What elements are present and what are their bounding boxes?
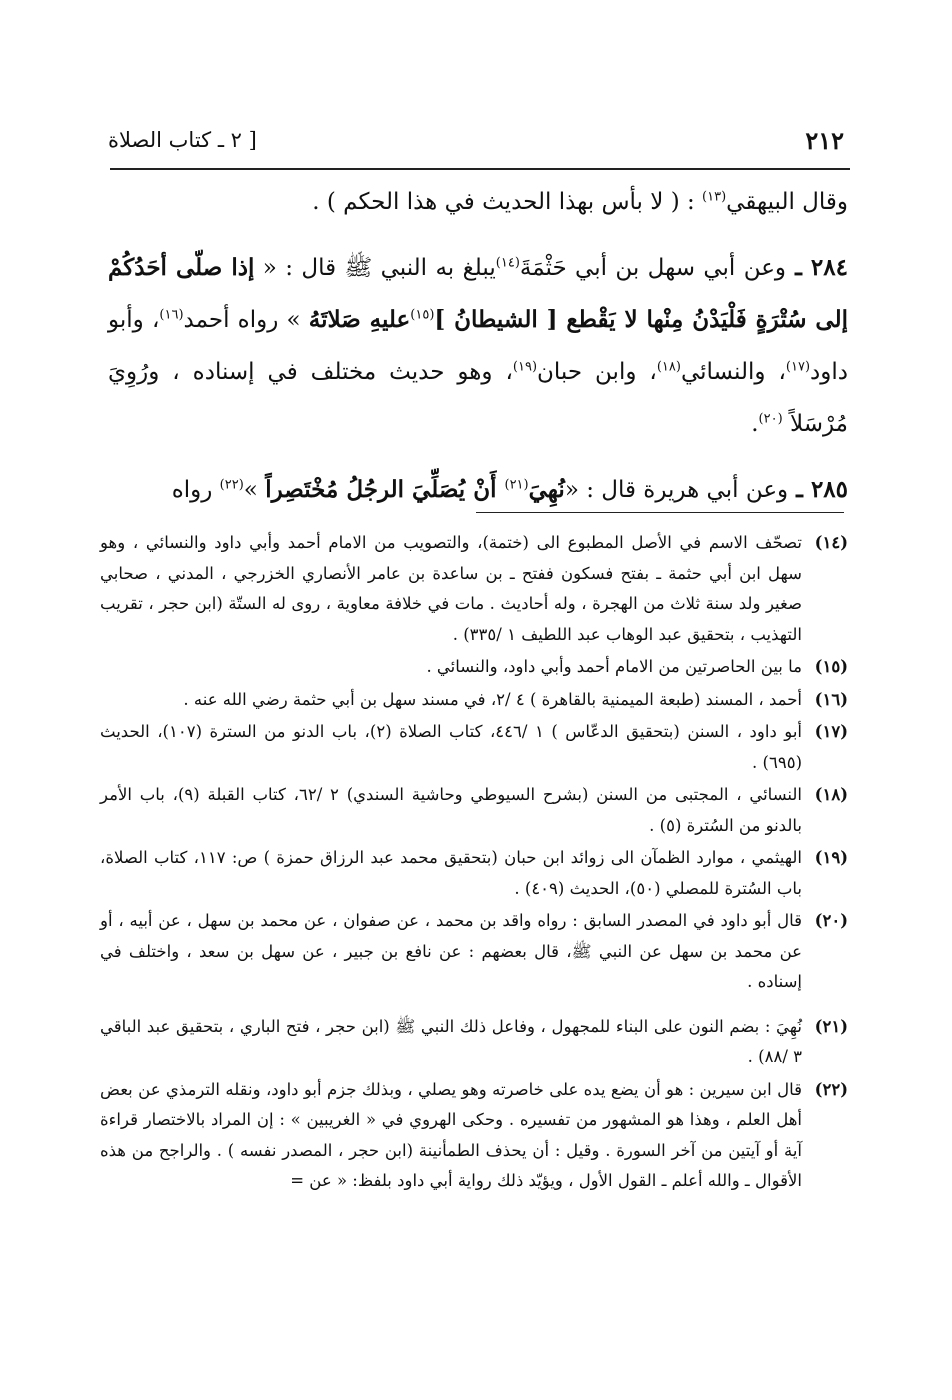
spacer [100,1000,848,1012]
footnote [100,843,848,904]
footnote-number: (١٦) [814,689,848,709]
hadith-number-285: ٢٨٥ ـ [788,476,848,503]
p2-g: ، والنسائي [680,359,786,385]
footnote-ref-21: (٢١) [504,477,529,493]
footnote [100,1012,848,1073]
footnote [100,780,848,841]
p2-j: . [751,411,759,437]
footnote [100,685,848,716]
footnote-number: (١٤) [814,533,848,552]
header-rule [110,168,850,170]
footnote-number: (١٧) [814,722,848,741]
footnote [100,906,848,998]
footnote-number: (٢٢) [814,1079,848,1099]
footnote-text: النسائي ، المجتبى من السنن (بشرح السيوطي وحاشية السندي) ٢ /٦٢، كتاب القبلة (٩)، باب الأمر بالدنو من السُترة (٥) . [100,785,803,835]
footnote [100,1075,848,1197]
footnote [100,717,848,778]
footnote-text: أحمد ، المسند (طبعة الميمنية بالقاهرة ) ٤ /٢، في مسند سهل بن أبي حثمة رضي الله عنه . [183,689,802,709]
footnote-ref-13: (١٣) [702,189,727,205]
footnote-ref-20: (٢٠) [758,411,783,427]
p1-text-a: وقال البيهقي [726,189,848,215]
hadith-284-matn: إذا صلّى أحَدُكُمْ إلى سُتْرَةٍ فَلْيَدْنُ مِنْها لا يَقْطع [ الشيطانُ ] [108,254,848,333]
footnote [100,652,848,683]
footnotes [100,528,848,1199]
p2-i: ، وهو حديث مختلف في إسناده ، ورُوِيَ مُرْسَلاً [108,359,848,437]
p1-text-b: : ( لا بأس بهذا الحديث في هذا الحكم ) . [312,189,703,215]
p2-a: وعن أبي سهل بن أبي حَثْمَةَ [519,255,787,281]
running-header [108,118,844,162]
footnote-number: (١٥) [814,657,848,676]
hadith-284 [108,242,848,450]
hadith-284-matn-end: عليهِ صَلاتَهُ [308,306,411,333]
footnote-number: (٢١) [814,1016,848,1036]
p2-h: ، وابن حبان [537,359,657,385]
hadith-number-284: ٢٨٤ ـ [786,254,848,281]
footnote-ref-14: (١٤) [495,255,520,271]
footnote-number: (٢٠) [814,911,848,930]
footnote-ref-22: (٢٢) [219,477,244,493]
footnote-text: الهيثمي ، موارد الظمآن الى زوائد ابن حبان (بتحقيق محمد عبد الرزاق حمزة ) ص: ١١٧، كتاب الصلاة، باب السُترة للمصلي (٥٠)، الحديث (٤٠٩) . [100,848,802,898]
footnote-text: نُهِيَ : بضم النون على البناء للمجهول ، وفاعل ذلك النبي ﷺ (ابن حجر ، فتح الباري ، بتحقيق عبد الباقي ٣ /٨٨) . [100,1016,802,1066]
footnote-text: أبو داود ، السنن (بتحقيق الدعّاس ) ١ /٤٤٦، كتاب الصلاة (٢)، باب الدنو من السترة (١٠٧)، الحديث (٦٩٥) . [100,722,802,772]
footnote-text: تصحّف الاسم في الأصل المطبوع الى (ختمة)، والتصويب من الامام أحمد وأبي داود والنسائي ، وهو سهل ابن أبي حثمة ـ بفتح فسكون ففتح ـ بن ساعدة بن عامر الأنصاري الخزرجي ، المدني ، صحابي صغير ولد سنة ثلاث من الهجرة ، وله أحاديث . مات في خلافة معاوية ، روى له الستّة (ابن حجر ، تقريب التهذيب ، بتحقيق عبد الوهاب عبد اللطيف ١ /٣٣٥) . [100,533,802,644]
footnote-text: قال ابن سيرين : هو أن يضع يده على خاصرته وهو يصلي ، وبذلك جزم أبو داود، ونقله الترمذي عن بعض أهل العلم ، وهذا هو المشهور من تفسيره . وحكى الهروي في « الغريبين » : إن المراد بالاختصار قراءة آية أو آيتين من آخر السورة . وقيل : أن يحذف الطمأنينة (ابن حجر ، المصدر نفسه ) . والراجح من هذه الأقوال ـ والله أعلم ـ القول الأول ، ويؤيّد ذلك رواية أبي داود بلفظ: « عن = [100,1079,802,1190]
page-number: ٢١٢ [805,125,844,155]
footnote-ref-17: (١٧) [785,359,811,375]
footnote [100,528,848,650]
p3-d: » [243,477,266,503]
footnote-number: (١٨) [814,785,848,804]
footnote-text: ما بين الحاصرتين من الامام أحمد وأبي داود، والنسائي . [426,657,802,676]
p3-e: رواه [171,477,220,503]
footnote-rule [476,512,844,513]
footnote-ref-19: (١٩) [512,359,538,375]
hadith-285-matn: أَنْ يُصَلِّيَ الرجُلُ مُخْتَصِراً [265,476,505,503]
footnote-ref-16: (١٦) [159,307,184,323]
p2-f: ، وأبو داود [108,307,848,385]
hadith-285 [108,464,848,516]
p3-a: وعن أبي هريرة قال : « [564,477,789,503]
footnote-ref-18: (١٨) [656,359,681,375]
main-text [108,176,848,516]
footnote-text: قال أبو داود في المصدر السابق : رواه واقد بن محمد ، عن صفوان ، عن محمد بن سهل ، عن أبيه ، أو عن محمد بن سهل عن النبي ﷺ، قال بعضهم : عن نافع بن جبير ، عن سهل بن سعد ، واختلف في إسناده . [100,911,802,991]
p2-b: يبلغ به النبي ﷺ قال : « [254,255,496,281]
p2-e: » رواه أحمد [183,307,309,333]
chapter-title: [ ٢ ـ كتاب الصلاة [108,128,257,152]
footnote-number: (١٩) [814,848,848,867]
p3-b: نُهِيَ [528,476,565,503]
paragraph-bayhaqi [108,176,848,228]
footnote-ref-15: (١٥) [410,307,435,323]
